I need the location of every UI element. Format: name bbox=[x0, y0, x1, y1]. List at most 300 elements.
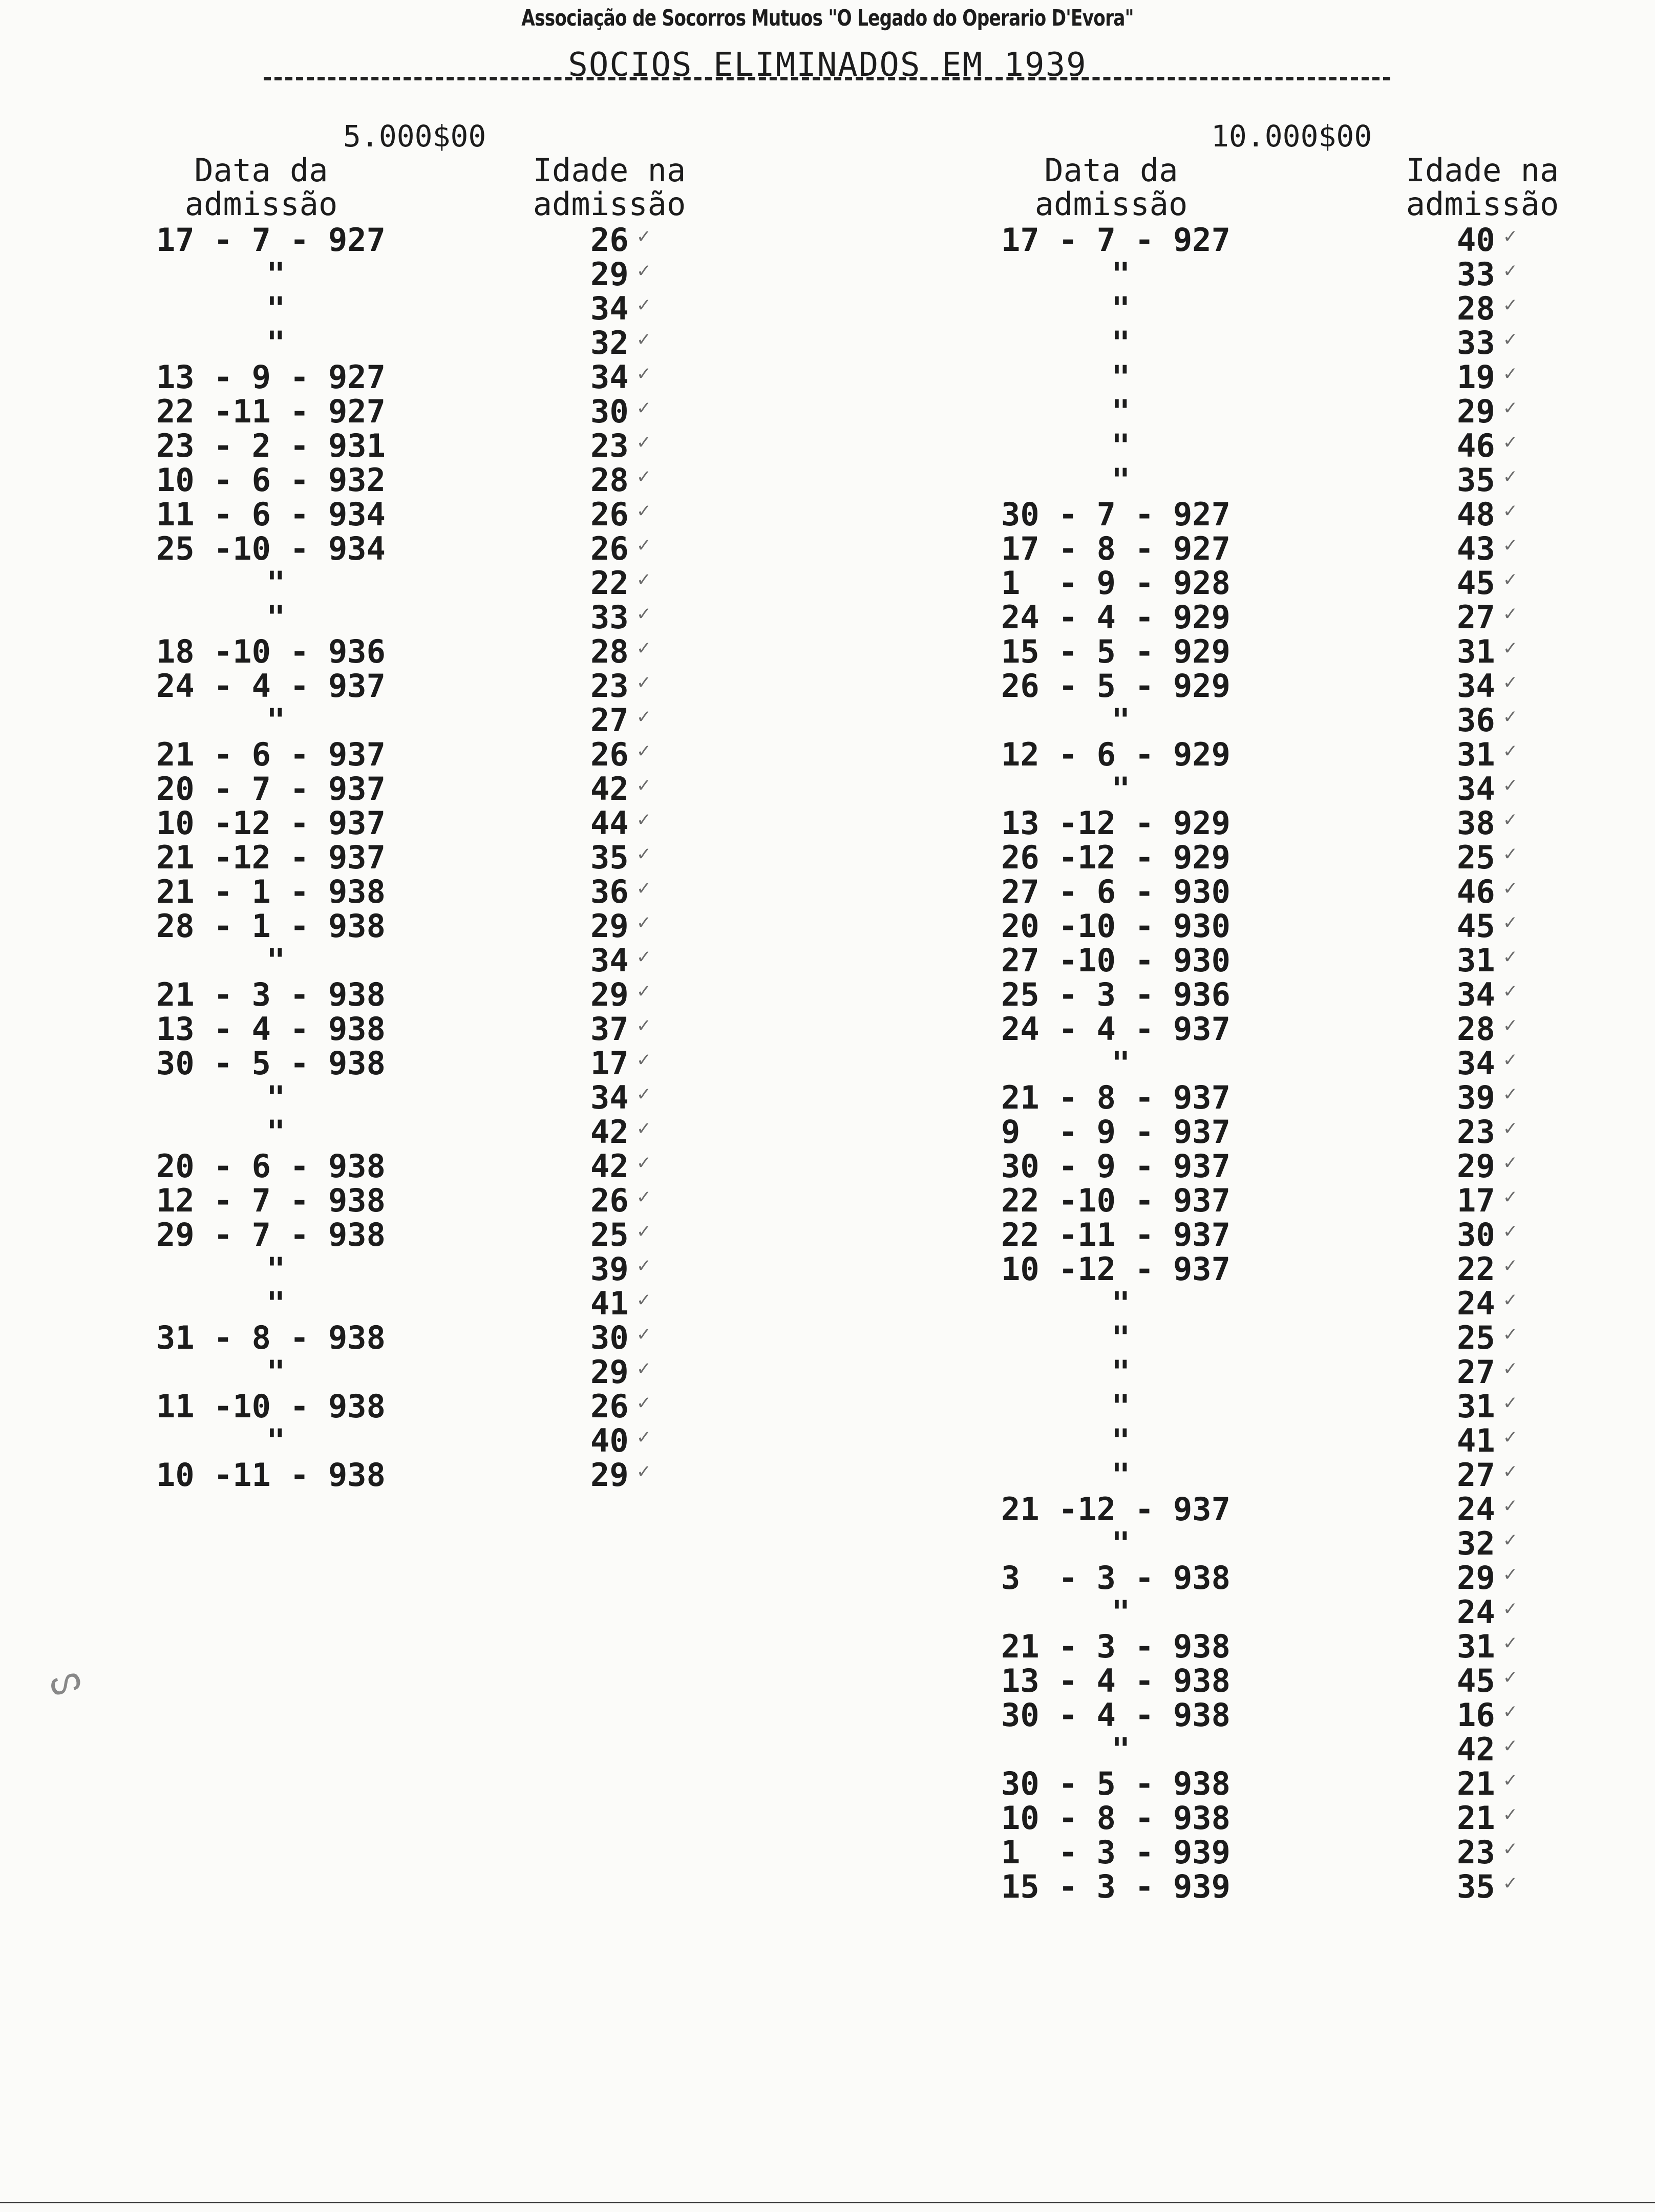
admission-date: 11 -10 - 938 bbox=[156, 1388, 386, 1425]
check-mark-icon: ✓ bbox=[638, 1391, 650, 1414]
admission-date: " bbox=[266, 1353, 286, 1391]
check-mark-icon: ✓ bbox=[1504, 1013, 1517, 1037]
table-row bbox=[156, 701, 719, 739]
admission-date: " bbox=[1111, 1422, 1131, 1459]
admission-age: 27 bbox=[1457, 1353, 1495, 1391]
table-row bbox=[1001, 1045, 1616, 1082]
check-mark-icon: ✓ bbox=[1504, 396, 1517, 419]
table-row bbox=[1001, 907, 1616, 945]
table-row bbox=[1001, 564, 1616, 602]
check-mark-icon: ✓ bbox=[1504, 636, 1517, 660]
check-mark-icon: ✓ bbox=[1504, 876, 1517, 900]
table-row bbox=[1001, 358, 1616, 396]
admission-age: 31 bbox=[1457, 1388, 1495, 1425]
admission-age: 34 bbox=[1457, 770, 1495, 807]
table-row bbox=[1001, 1696, 1616, 1734]
table-row bbox=[1001, 839, 1616, 876]
admission-age: 27 bbox=[1457, 1456, 1495, 1494]
admission-date: " bbox=[266, 942, 286, 979]
check-mark-icon: ✓ bbox=[638, 1151, 650, 1174]
table-row bbox=[1001, 393, 1616, 430]
admission-date: " bbox=[266, 564, 286, 602]
admission-age: 24 bbox=[1457, 1593, 1495, 1631]
table-row bbox=[156, 633, 719, 670]
check-mark-icon: ✓ bbox=[1504, 945, 1517, 968]
admission-age: 41 bbox=[590, 1285, 629, 1322]
admission-age: 31 bbox=[1457, 633, 1495, 670]
table-row bbox=[1001, 1182, 1616, 1219]
check-mark-icon: ✓ bbox=[638, 945, 650, 968]
table-row bbox=[156, 1353, 719, 1391]
admission-date: 21 -12 - 937 bbox=[156, 839, 386, 876]
admission-age: 23 bbox=[1457, 1834, 1495, 1871]
table-row bbox=[1001, 324, 1616, 361]
check-mark-icon: ✓ bbox=[1504, 602, 1517, 625]
admission-age: 41 bbox=[1457, 1422, 1495, 1459]
table-row bbox=[156, 1147, 719, 1185]
admission-date: 30 - 9 - 937 bbox=[1001, 1147, 1230, 1185]
check-mark-icon: ✓ bbox=[638, 705, 650, 728]
admission-age: 23 bbox=[590, 427, 629, 464]
admission-age: 25 bbox=[1457, 839, 1495, 876]
admission-date: 31 - 8 - 938 bbox=[156, 1319, 386, 1356]
admission-date: " bbox=[266, 1079, 286, 1116]
admission-date: 30 - 5 - 938 bbox=[156, 1045, 386, 1082]
admission-date: 3 - 3 - 938 bbox=[1001, 1559, 1230, 1597]
table-row bbox=[156, 393, 719, 430]
table-row bbox=[156, 839, 719, 876]
check-mark-icon: ✓ bbox=[638, 430, 650, 454]
check-mark-icon: ✓ bbox=[638, 1288, 650, 1311]
admission-age: 21 bbox=[1457, 1799, 1495, 1837]
admission-age: 30 bbox=[590, 1319, 629, 1356]
table-row bbox=[1001, 1456, 1616, 1494]
page-bottom-rule bbox=[0, 2202, 1655, 2203]
check-mark-icon: ✓ bbox=[1504, 670, 1517, 694]
table-row bbox=[1001, 1422, 1616, 1459]
check-mark-icon: ✓ bbox=[1504, 739, 1517, 762]
table-row bbox=[156, 358, 719, 396]
admission-age: 33 bbox=[590, 599, 629, 636]
table-row bbox=[1001, 942, 1616, 979]
check-mark-icon: ✓ bbox=[1504, 1562, 1517, 1586]
admission-age: 39 bbox=[1457, 1079, 1495, 1116]
admission-age: 29 bbox=[590, 256, 629, 293]
table-row bbox=[1001, 1731, 1616, 1768]
admission-age: 36 bbox=[1457, 701, 1495, 739]
table-row bbox=[1001, 1250, 1616, 1288]
admission-age: 46 bbox=[1457, 873, 1495, 910]
table-row bbox=[1001, 1662, 1616, 1699]
check-mark-icon: ✓ bbox=[638, 499, 650, 522]
check-mark-icon: ✓ bbox=[1504, 979, 1517, 1003]
admission-date: " bbox=[1111, 770, 1131, 807]
check-mark-icon: ✓ bbox=[1504, 361, 1517, 385]
check-mark-icon: ✓ bbox=[638, 224, 650, 248]
check-mark-icon: ✓ bbox=[1504, 1528, 1517, 1551]
table-row bbox=[1001, 1010, 1616, 1048]
admission-date: 10 -12 - 937 bbox=[1001, 1250, 1230, 1288]
admission-date: 15 - 5 - 929 bbox=[1001, 633, 1230, 670]
admission-date: " bbox=[1111, 701, 1131, 739]
admission-date: 17 - 7 - 927 bbox=[156, 221, 386, 259]
admission-age: 27 bbox=[590, 701, 629, 739]
association-header: Associação de Socorros Mutuos "O Legado do Operario D'Evora" bbox=[521, 5, 1134, 31]
table-row bbox=[156, 1113, 719, 1151]
admission-age: 42 bbox=[1457, 1731, 1495, 1768]
admission-date: " bbox=[266, 1285, 286, 1322]
admission-age: 33 bbox=[1457, 324, 1495, 361]
table-row bbox=[1001, 1079, 1616, 1116]
check-mark-icon: ✓ bbox=[1504, 1734, 1517, 1757]
admission-date: 25 - 3 - 936 bbox=[1001, 976, 1230, 1013]
check-mark-icon: ✓ bbox=[638, 567, 650, 591]
admission-date: 13 -12 - 929 bbox=[1001, 804, 1230, 842]
table-row bbox=[156, 907, 719, 945]
check-mark-icon: ✓ bbox=[1504, 1253, 1517, 1277]
check-mark-icon: ✓ bbox=[638, 1459, 650, 1483]
table-row bbox=[156, 599, 719, 636]
check-mark-icon: ✓ bbox=[1504, 430, 1517, 454]
right-date-header: Data da admissão bbox=[1034, 152, 1188, 223]
page-title: SOCIOS ELIMINADOS EM 1939 bbox=[568, 46, 1087, 84]
admission-age: 42 bbox=[590, 770, 629, 807]
table-row bbox=[1001, 873, 1616, 910]
admission-age: 29 bbox=[1457, 393, 1495, 430]
table-row bbox=[1001, 1388, 1616, 1425]
check-mark-icon: ✓ bbox=[1504, 1699, 1517, 1723]
table-row bbox=[156, 564, 719, 602]
check-mark-icon: ✓ bbox=[1504, 842, 1517, 865]
table-row bbox=[156, 1250, 719, 1288]
admission-age: 25 bbox=[1457, 1319, 1495, 1356]
table-row bbox=[156, 496, 719, 533]
table-row bbox=[156, 256, 719, 293]
admission-date: 21 - 3 - 938 bbox=[156, 976, 386, 1013]
admission-age: 26 bbox=[590, 496, 629, 533]
admission-date: 26 - 5 - 929 bbox=[1001, 667, 1230, 705]
admission-age: 16 bbox=[1457, 1696, 1495, 1734]
table-row bbox=[1001, 221, 1616, 259]
admission-date: " bbox=[266, 290, 286, 327]
admission-date: 30 - 5 - 938 bbox=[1001, 1765, 1230, 1802]
left-age-header: Idade na admissão bbox=[533, 152, 686, 223]
admission-date: " bbox=[1111, 1593, 1131, 1631]
admission-date: 20 -10 - 930 bbox=[1001, 907, 1230, 945]
table-row bbox=[156, 736, 719, 773]
admission-date: 17 - 8 - 927 bbox=[1001, 530, 1230, 567]
admission-age: 37 bbox=[590, 1010, 629, 1048]
admission-age: 24 bbox=[1457, 1491, 1495, 1528]
admission-date: " bbox=[1111, 324, 1131, 361]
table-row bbox=[156, 427, 719, 464]
table-row bbox=[1001, 256, 1616, 293]
table-row bbox=[1001, 1593, 1616, 1631]
check-mark-icon: ✓ bbox=[1504, 1494, 1517, 1517]
admission-age: 33 bbox=[1457, 256, 1495, 293]
check-mark-icon: ✓ bbox=[638, 293, 650, 316]
admission-date: 17 - 7 - 927 bbox=[1001, 221, 1230, 259]
admission-date: 9 - 9 - 937 bbox=[1001, 1113, 1230, 1151]
admission-age: 31 bbox=[1457, 1628, 1495, 1665]
table-row bbox=[1001, 1353, 1616, 1391]
table-row bbox=[156, 1422, 719, 1459]
admission-date: 21 - 8 - 937 bbox=[1001, 1079, 1230, 1116]
admission-date: 21 - 6 - 937 bbox=[156, 736, 386, 773]
check-mark-icon: ✓ bbox=[638, 259, 650, 282]
table-row bbox=[156, 976, 719, 1013]
check-mark-icon: ✓ bbox=[1504, 1665, 1517, 1689]
admission-date: 22 -11 - 937 bbox=[1001, 1216, 1230, 1253]
admission-date: 13 - 4 - 938 bbox=[1001, 1662, 1230, 1699]
check-mark-icon: ✓ bbox=[1504, 1151, 1517, 1174]
check-mark-icon: ✓ bbox=[1504, 567, 1517, 591]
admission-date: 24 - 4 - 937 bbox=[1001, 1010, 1230, 1048]
table-row bbox=[1001, 1559, 1616, 1597]
admission-date: 10 -11 - 938 bbox=[156, 1456, 386, 1494]
check-mark-icon: ✓ bbox=[638, 842, 650, 865]
admission-date: 15 - 3 - 939 bbox=[1001, 1868, 1230, 1905]
table-row bbox=[1001, 667, 1616, 705]
table-row bbox=[156, 1010, 719, 1048]
check-mark-icon: ✓ bbox=[638, 361, 650, 385]
admission-age: 26 bbox=[590, 736, 629, 773]
admission-age: 34 bbox=[1457, 976, 1495, 1013]
check-mark-icon: ✓ bbox=[1504, 464, 1517, 488]
admission-age: 22 bbox=[590, 564, 629, 602]
admission-date: 10 -12 - 937 bbox=[156, 804, 386, 842]
admission-age: 35 bbox=[1457, 1868, 1495, 1905]
table-row bbox=[1001, 427, 1616, 464]
admission-date: " bbox=[1111, 1045, 1131, 1082]
admission-date: 30 - 7 - 927 bbox=[1001, 496, 1230, 533]
admission-age: 26 bbox=[590, 221, 629, 259]
table-row bbox=[156, 873, 719, 910]
check-mark-icon: ✓ bbox=[638, 807, 650, 831]
admission-date: " bbox=[266, 599, 286, 636]
table-row bbox=[156, 1216, 719, 1253]
admission-age: 29 bbox=[590, 907, 629, 945]
check-mark-icon: ✓ bbox=[638, 910, 650, 934]
right-amount: 10.000$00 bbox=[1211, 119, 1372, 154]
table-row bbox=[1001, 496, 1616, 533]
table-row bbox=[156, 290, 719, 327]
check-mark-icon: ✓ bbox=[1504, 1597, 1517, 1620]
admission-age: 36 bbox=[590, 873, 629, 910]
check-mark-icon: ✓ bbox=[1504, 533, 1517, 557]
admission-date: 28 - 1 - 938 bbox=[156, 907, 386, 945]
admission-age: 23 bbox=[1457, 1113, 1495, 1151]
check-mark-icon: ✓ bbox=[638, 739, 650, 762]
table-row bbox=[1001, 1525, 1616, 1562]
table-row bbox=[1001, 804, 1616, 842]
admission-age: 17 bbox=[590, 1045, 629, 1082]
admission-date: 21 - 1 - 938 bbox=[156, 873, 386, 910]
admission-age: 34 bbox=[590, 358, 629, 396]
admission-date: " bbox=[1111, 427, 1131, 464]
table-row bbox=[1001, 770, 1616, 807]
admission-age: 29 bbox=[590, 1456, 629, 1494]
table-row bbox=[1001, 633, 1616, 670]
check-mark-icon: ✓ bbox=[1504, 1048, 1517, 1071]
admission-age: 43 bbox=[1457, 530, 1495, 567]
admission-date: " bbox=[266, 324, 286, 361]
admission-age: 22 bbox=[1457, 1250, 1495, 1288]
check-mark-icon: ✓ bbox=[1504, 773, 1517, 797]
admission-age: 26 bbox=[590, 530, 629, 567]
admission-date: 20 - 6 - 938 bbox=[156, 1147, 386, 1185]
table-row bbox=[156, 770, 719, 807]
check-mark-icon: ✓ bbox=[638, 979, 650, 1003]
dashed-rule bbox=[264, 77, 1390, 80]
admission-age: 28 bbox=[1457, 290, 1495, 327]
table-row bbox=[156, 324, 719, 361]
check-mark-icon: ✓ bbox=[1504, 1425, 1517, 1449]
check-mark-icon: ✓ bbox=[638, 773, 650, 797]
admission-age: 28 bbox=[1457, 1010, 1495, 1048]
admission-date: " bbox=[1111, 290, 1131, 327]
admission-date: 23 - 2 - 931 bbox=[156, 427, 386, 464]
admission-date: " bbox=[266, 1250, 286, 1288]
admission-age: 27 bbox=[1457, 599, 1495, 636]
table-row bbox=[156, 667, 719, 705]
check-mark-icon: ✓ bbox=[1504, 1219, 1517, 1243]
admission-age: 29 bbox=[590, 976, 629, 1013]
admission-date: 22 -11 - 927 bbox=[156, 393, 386, 430]
admission-age: 42 bbox=[590, 1147, 629, 1185]
admission-age: 32 bbox=[1457, 1525, 1495, 1562]
check-mark-icon: ✓ bbox=[1504, 1871, 1517, 1895]
check-mark-icon: ✓ bbox=[1504, 1322, 1517, 1346]
check-mark-icon: ✓ bbox=[638, 602, 650, 625]
check-mark-icon: ✓ bbox=[1504, 1768, 1517, 1792]
admission-age: 35 bbox=[1457, 461, 1495, 499]
table-row bbox=[1001, 530, 1616, 567]
table-row bbox=[1001, 701, 1616, 739]
table-row bbox=[156, 530, 719, 567]
check-mark-icon: ✓ bbox=[638, 876, 650, 900]
right-age-header: Idade na admissão bbox=[1406, 152, 1559, 223]
table-row bbox=[1001, 1765, 1616, 1802]
admission-date: " bbox=[1111, 461, 1131, 499]
admission-date: 1 - 9 - 928 bbox=[1001, 564, 1230, 602]
admission-age: 26 bbox=[590, 1182, 629, 1219]
admission-date: 10 - 8 - 938 bbox=[1001, 1799, 1230, 1837]
admission-age: 45 bbox=[1457, 1662, 1495, 1699]
check-mark-icon: ✓ bbox=[638, 1356, 650, 1380]
admission-age: 45 bbox=[1457, 564, 1495, 602]
check-mark-icon: ✓ bbox=[1504, 1631, 1517, 1654]
table-row bbox=[1001, 1216, 1616, 1253]
table-row bbox=[1001, 1628, 1616, 1665]
admission-age: 38 bbox=[1457, 804, 1495, 842]
admission-date: 12 - 6 - 929 bbox=[1001, 736, 1230, 773]
table-row bbox=[1001, 1319, 1616, 1356]
admission-date: 21 -12 - 937 bbox=[1001, 1491, 1230, 1528]
check-mark-icon: ✓ bbox=[638, 670, 650, 694]
admission-date: " bbox=[1111, 1388, 1131, 1425]
check-mark-icon: ✓ bbox=[1504, 224, 1517, 248]
check-mark-icon: ✓ bbox=[1504, 1459, 1517, 1483]
check-mark-icon: ✓ bbox=[1504, 1185, 1517, 1208]
table-row bbox=[1001, 976, 1616, 1013]
admission-date: 20 - 7 - 937 bbox=[156, 770, 386, 807]
check-mark-icon: ✓ bbox=[638, 1185, 650, 1208]
admission-date: 27 - 6 - 930 bbox=[1001, 873, 1230, 910]
admission-date: 12 - 7 - 938 bbox=[156, 1182, 386, 1219]
admission-date: 27 -10 - 930 bbox=[1001, 942, 1230, 979]
check-mark-icon: ✓ bbox=[638, 1219, 650, 1243]
check-mark-icon: ✓ bbox=[1504, 1837, 1517, 1860]
admission-date: " bbox=[1111, 256, 1131, 293]
admission-date: 26 -12 - 929 bbox=[1001, 839, 1230, 876]
admission-age: 25 bbox=[590, 1216, 629, 1253]
admission-date: " bbox=[1111, 1285, 1131, 1322]
admission-age: 17 bbox=[1457, 1182, 1495, 1219]
admission-date: " bbox=[266, 256, 286, 293]
admission-date: 22 -10 - 937 bbox=[1001, 1182, 1230, 1219]
admission-date: " bbox=[266, 1113, 286, 1151]
admission-age: 40 bbox=[1457, 221, 1495, 259]
check-mark-icon: ✓ bbox=[638, 1048, 650, 1071]
admission-date: " bbox=[1111, 1731, 1131, 1768]
admission-date: 30 - 4 - 938 bbox=[1001, 1696, 1230, 1734]
admission-date: 18 -10 - 936 bbox=[156, 633, 386, 670]
admission-age: 46 bbox=[1457, 427, 1495, 464]
right-table bbox=[1001, 221, 1616, 1905]
admission-age: 44 bbox=[590, 804, 629, 842]
admission-date: " bbox=[1111, 1319, 1131, 1356]
admission-date: " bbox=[1111, 358, 1131, 396]
admission-date: " bbox=[266, 701, 286, 739]
table-row bbox=[156, 1182, 719, 1219]
check-mark-icon: ✓ bbox=[1504, 499, 1517, 522]
admission-date: 1 - 3 - 939 bbox=[1001, 1834, 1230, 1871]
table-row bbox=[1001, 1868, 1616, 1905]
admission-age: 28 bbox=[590, 461, 629, 499]
check-mark-icon: ✓ bbox=[1504, 1802, 1517, 1826]
check-mark-icon: ✓ bbox=[638, 1116, 650, 1140]
check-mark-icon: ✓ bbox=[1504, 1356, 1517, 1380]
admission-age: 35 bbox=[590, 839, 629, 876]
table-row bbox=[156, 1079, 719, 1116]
admission-date: 24 - 4 - 929 bbox=[1001, 599, 1230, 636]
check-mark-icon: ✓ bbox=[638, 464, 650, 488]
admission-date: 13 - 9 - 927 bbox=[156, 358, 386, 396]
admission-date: 29 - 7 - 938 bbox=[156, 1216, 386, 1253]
check-mark-icon: ✓ bbox=[638, 1082, 650, 1105]
admission-age: 26 bbox=[590, 1388, 629, 1425]
admission-age: 29 bbox=[1457, 1147, 1495, 1185]
admission-age: 23 bbox=[590, 667, 629, 705]
table-row bbox=[156, 804, 719, 842]
admission-age: 32 bbox=[590, 324, 629, 361]
admission-age: 21 bbox=[1457, 1765, 1495, 1802]
check-mark-icon: ✓ bbox=[1504, 910, 1517, 934]
admission-date: " bbox=[1111, 1353, 1131, 1391]
admission-date: " bbox=[1111, 1456, 1131, 1494]
check-mark-icon: ✓ bbox=[638, 1013, 650, 1037]
check-mark-icon: ✓ bbox=[1504, 705, 1517, 728]
admission-age: 31 bbox=[1457, 736, 1495, 773]
table-row bbox=[156, 1285, 719, 1322]
table-row bbox=[156, 942, 719, 979]
admission-age: 42 bbox=[590, 1113, 629, 1151]
admission-date: 10 - 6 - 932 bbox=[156, 461, 386, 499]
admission-age: 34 bbox=[1457, 1045, 1495, 1082]
check-mark-icon: ✓ bbox=[638, 1322, 650, 1346]
left-amount: 5.000$00 bbox=[343, 119, 486, 154]
